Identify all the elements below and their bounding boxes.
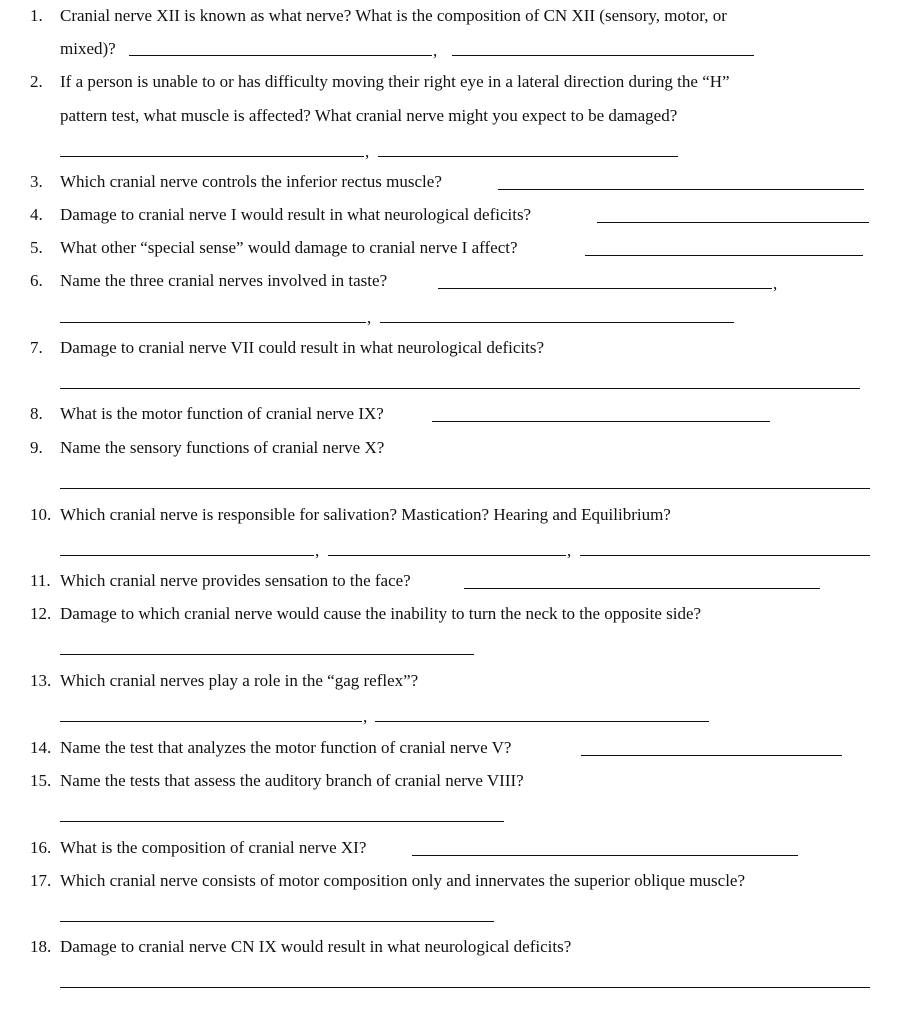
question-text: Which cranial nerve controls the inferior rectus muscle?	[60, 172, 442, 191]
answer-blank[interactable]	[452, 37, 754, 56]
question-text: Which cranial nerve provides sensation to the face?	[60, 571, 411, 590]
answer-blank[interactable]	[498, 171, 864, 190]
answer-blank[interactable]	[60, 803, 504, 822]
answer-blank[interactable]	[585, 237, 863, 256]
answer-blank[interactable]	[581, 737, 842, 756]
question-text: pattern test, what muscle is affected? What cranial nerve might you expect to be damaged?	[60, 106, 678, 125]
question-number: 5.	[30, 238, 43, 257]
question-text: What is the composition of cranial nerve XI?	[60, 838, 367, 857]
comma: ,	[363, 707, 368, 726]
question-number: 4.	[30, 205, 43, 224]
answer-blank[interactable]	[580, 537, 870, 556]
answer-blank[interactable]	[129, 37, 432, 56]
answer-blank[interactable]	[60, 537, 314, 556]
question-text: Damage to cranial nerve CN IX would result in what neurological deficits?	[60, 937, 572, 956]
answer-blank[interactable]	[60, 703, 362, 722]
question-text: Which cranial nerve is responsible for salivation? Mastication? Hearing and Equilibrium?	[60, 505, 671, 524]
question-text: Cranial nerve XII is known as what nerve? What is the composition of CN XII (sensory, motor, or	[60, 6, 727, 25]
question-number: 12.	[30, 604, 52, 623]
comma: ,	[567, 541, 572, 560]
question-text: Name the three cranial nerves involved in taste?	[60, 271, 388, 290]
answer-blank[interactable]	[60, 470, 870, 489]
question-number: 9.	[30, 438, 43, 457]
comma: ,	[433, 41, 438, 60]
question-number: 1.	[30, 6, 43, 25]
answer-blank[interactable]	[378, 138, 678, 157]
question-number: 7.	[30, 338, 43, 357]
question-number: 13.	[30, 671, 52, 690]
question-text: Damage to cranial nerve VII could result in what neurological deficits?	[60, 338, 545, 357]
answer-blank[interactable]	[60, 903, 494, 922]
answer-blank[interactable]	[464, 570, 820, 589]
answer-blank[interactable]	[60, 370, 860, 389]
question-number: 18.	[30, 937, 52, 956]
question-number: 2.	[30, 72, 43, 91]
answer-blank[interactable]	[60, 969, 870, 988]
answer-blank[interactable]	[412, 837, 798, 856]
question-text: If a person is unable to or has difficulty moving their right eye in a lateral direction during the “H”	[60, 72, 730, 91]
answer-blank[interactable]	[60, 636, 474, 655]
question-number: 15.	[30, 771, 52, 790]
question-text: Which cranial nerve consists of motor composition only and innervates the superior oblique muscle?	[60, 871, 746, 890]
question-number: 10.	[30, 505, 52, 524]
answer-blank[interactable]	[328, 537, 566, 556]
question-text: Name the tests that assess the auditory branch of cranial nerve VIII?	[60, 771, 524, 790]
answer-blank[interactable]	[60, 138, 364, 157]
question-text: Which cranial nerves play a role in the “gag reflex”?	[60, 671, 419, 690]
comma: ,	[365, 142, 370, 161]
question-number: 11.	[30, 571, 51, 590]
question-number: 3.	[30, 172, 43, 191]
comma: ,	[315, 541, 320, 560]
question-number: 17.	[30, 871, 52, 890]
answer-blank[interactable]	[597, 204, 869, 223]
question-number: 8.	[30, 404, 43, 423]
question-text: Name the test that analyzes the motor function of cranial nerve V?	[60, 738, 512, 757]
question-text: Damage to which cranial nerve would cause the inability to turn the neck to the opposite side?	[60, 604, 702, 623]
answer-blank[interactable]	[380, 304, 734, 323]
question-text: What other “special sense” would damage to cranial nerve I affect?	[60, 238, 518, 257]
answer-blank[interactable]	[375, 703, 709, 722]
question-text: mixed)?	[60, 39, 116, 58]
question-number: 16.	[30, 838, 52, 857]
question-number: 14.	[30, 738, 52, 757]
answer-blank[interactable]	[432, 403, 770, 422]
question-text: What is the motor function of cranial nerve IX?	[60, 404, 384, 423]
answer-blank[interactable]	[438, 270, 772, 289]
question-text: Name the sensory functions of cranial nerve X?	[60, 438, 385, 457]
question-text: Damage to cranial nerve I would result in what neurological deficits?	[60, 205, 532, 224]
question-number: 6.	[30, 271, 43, 290]
comma: ,	[773, 274, 778, 293]
answer-blank[interactable]	[60, 304, 366, 323]
comma: ,	[367, 308, 372, 327]
